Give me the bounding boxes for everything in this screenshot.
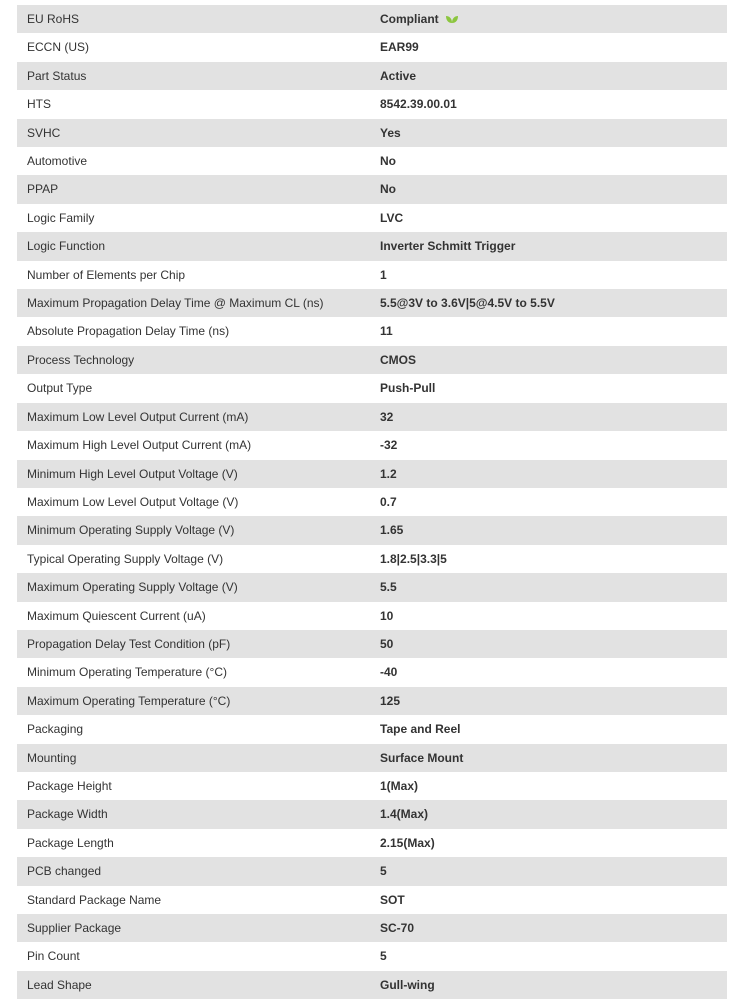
table-row xyxy=(17,460,727,488)
spec-label: Logic Function xyxy=(27,239,106,254)
spec-label: Supplier Package xyxy=(27,921,122,935)
spec-value-text: Surface Mount xyxy=(380,750,464,765)
table-row xyxy=(17,261,727,289)
table-row xyxy=(17,971,727,999)
spec-value-text: 11 xyxy=(380,324,393,339)
spec-value-text: -32 xyxy=(380,438,398,453)
spec-value-text: 1(Max) xyxy=(380,778,419,793)
spec-label: Pin Count xyxy=(27,949,80,964)
specifications-table xyxy=(17,5,727,999)
table-row xyxy=(17,317,727,345)
table-row xyxy=(17,374,727,402)
spec-label: PPAP xyxy=(27,182,59,197)
spec-label: Absolute Propagation Delay Time (ns) xyxy=(27,324,230,339)
spec-value-text: Inverter Schmitt Trigger xyxy=(380,239,516,254)
table-row xyxy=(17,886,727,914)
spec-value-text: 5.5@3V to 3.6V|5@4.5V to 5.5V xyxy=(380,296,555,311)
spec-label: Typical Operating Supply Voltage (V) xyxy=(27,551,224,566)
table-row xyxy=(17,175,727,203)
spec-value xyxy=(380,715,727,743)
spec-value xyxy=(380,33,727,61)
spec-value xyxy=(380,261,727,289)
spec-value-text: Active xyxy=(380,68,417,83)
spec-value xyxy=(380,573,727,601)
table-row xyxy=(17,431,727,459)
spec-value xyxy=(380,460,727,488)
spec-value xyxy=(380,545,727,573)
spec-value-text: Tape and Reel xyxy=(380,722,461,737)
spec-label: Package Width xyxy=(27,807,108,822)
spec-value xyxy=(380,147,727,175)
spec-value xyxy=(380,687,727,715)
spec-label: Number of Elements per Chip xyxy=(27,267,186,282)
spec-value-text: SC-70 xyxy=(380,921,415,935)
spec-value xyxy=(380,800,727,828)
table-row xyxy=(17,857,727,885)
spec-value xyxy=(380,62,727,90)
spec-value-text: -40 xyxy=(380,665,398,680)
table-row xyxy=(17,545,727,573)
table-row xyxy=(17,942,727,970)
spec-value xyxy=(380,857,727,885)
spec-value-text: 125 xyxy=(380,693,401,708)
spec-value xyxy=(380,914,727,942)
table-row xyxy=(17,573,727,601)
spec-value-text: 5 xyxy=(380,864,387,879)
spec-value xyxy=(380,374,727,402)
spec-value-text: Push-Pull xyxy=(380,381,436,396)
spec-label: Maximum Low Level Output Current (mA) xyxy=(27,409,249,424)
spec-value-text: CMOS xyxy=(380,352,416,367)
spec-value xyxy=(380,886,727,914)
spec-label: HTS xyxy=(27,97,51,112)
table-row xyxy=(17,914,727,942)
table-row xyxy=(17,829,727,857)
table-row xyxy=(17,147,727,175)
spec-value-text: Yes xyxy=(380,125,401,140)
spec-value xyxy=(380,403,727,431)
spec-value xyxy=(380,829,727,857)
table-row xyxy=(17,630,727,658)
spec-label: Minimum High Level Output Voltage (V) xyxy=(27,466,238,481)
spec-value-text: 8542.39.00.01 xyxy=(380,97,457,112)
spec-value-text: No xyxy=(380,182,396,197)
spec-value-text: 5.5 xyxy=(380,580,397,595)
table-row xyxy=(17,346,727,374)
spec-value xyxy=(380,119,727,147)
spec-value xyxy=(380,5,727,33)
spec-label: Package Height xyxy=(27,778,112,793)
spec-label: Maximum Operating Supply Voltage (V) xyxy=(27,580,238,595)
spec-value xyxy=(380,431,727,459)
spec-value xyxy=(380,317,727,345)
spec-value xyxy=(380,488,727,516)
spec-value-text: 1.8|2.5|3.3|5 xyxy=(380,551,447,566)
spec-label: Packaging xyxy=(27,722,84,737)
spec-label: Output Type xyxy=(27,381,93,396)
spec-value xyxy=(380,942,727,970)
spec-value xyxy=(380,658,727,686)
table-row xyxy=(17,800,727,828)
spec-label: Propagation Delay Test Condition (pF) xyxy=(27,636,231,651)
spec-label: Automotive xyxy=(27,154,88,169)
spec-value-text: Gull-wing xyxy=(380,977,435,992)
spec-label: SVHC xyxy=(27,125,61,140)
spec-value xyxy=(380,289,727,317)
spec-value-text: 0.7 xyxy=(380,494,397,509)
spec-value xyxy=(380,772,727,800)
table-row xyxy=(17,658,727,686)
spec-value-text: No xyxy=(380,154,396,169)
spec-value-text: 1.2 xyxy=(380,466,397,481)
spec-label: Maximum Operating Temperature (°C) xyxy=(27,693,231,708)
leaf-icon xyxy=(445,6,459,16)
table-row xyxy=(17,744,727,772)
spec-value-text: LVC xyxy=(380,210,404,225)
spec-label: Mounting xyxy=(27,750,77,765)
table-row xyxy=(17,62,727,90)
spec-value xyxy=(380,971,727,999)
spec-value xyxy=(380,175,727,203)
spec-value-text: 32 xyxy=(380,409,394,424)
spec-value-text: Compliant xyxy=(380,12,439,26)
spec-label: ECCN (US) xyxy=(27,40,89,55)
table-row xyxy=(17,90,727,118)
spec-label: PCB changed xyxy=(27,864,102,879)
spec-label: EU RoHS xyxy=(27,12,80,26)
spec-value xyxy=(380,204,727,232)
table-row xyxy=(17,602,727,630)
spec-label: Maximum Propagation Delay Time @ Maximum CL (ns) xyxy=(27,296,324,311)
table-row xyxy=(17,772,727,800)
table-row xyxy=(17,403,727,431)
spec-label: Process Technology xyxy=(27,352,135,367)
spec-value xyxy=(380,90,727,118)
spec-value-text: 5 xyxy=(380,949,387,964)
table-row xyxy=(17,5,727,33)
spec-value-text: 2.15(Max) xyxy=(380,835,435,850)
spec-value-text: 1 xyxy=(380,267,387,282)
table-row xyxy=(17,516,727,544)
spec-label: Maximum High Level Output Current (mA) xyxy=(27,438,252,453)
spec-label: Part Status xyxy=(27,68,87,83)
table-row xyxy=(17,119,727,147)
spec-value xyxy=(380,744,727,772)
spec-value-text: 1.65 xyxy=(380,523,404,538)
spec-value-text: 10 xyxy=(380,608,394,623)
spec-value xyxy=(380,232,727,260)
spec-value-text: 1.4(Max) xyxy=(380,807,429,822)
spec-value xyxy=(380,346,727,374)
spec-label: Maximum Quiescent Current (uA) xyxy=(27,608,206,623)
spec-value-text: 50 xyxy=(380,636,394,651)
table-row xyxy=(17,204,727,232)
table-row xyxy=(17,715,727,743)
spec-label: Standard Package Name xyxy=(27,892,162,907)
table-row xyxy=(17,289,727,317)
spec-value-text: SOT xyxy=(380,892,405,907)
spec-value xyxy=(380,602,727,630)
table-row xyxy=(17,687,727,715)
table-row xyxy=(17,232,727,260)
specifications-body xyxy=(17,5,727,999)
spec-value-text: EAR99 xyxy=(380,40,419,55)
spec-label: Minimum Operating Temperature (°C) xyxy=(27,665,227,680)
spec-label: Minimum Operating Supply Voltage (V) xyxy=(27,523,235,538)
table-row xyxy=(17,488,727,516)
table-row xyxy=(17,33,727,61)
spec-label: Maximum Low Level Output Voltage (V) xyxy=(27,494,239,509)
spec-label: Lead Shape xyxy=(27,977,92,992)
spec-value xyxy=(380,630,727,658)
spec-label: Package Length xyxy=(27,835,114,850)
spec-value xyxy=(380,516,727,544)
spec-label: Logic Family xyxy=(27,210,95,225)
